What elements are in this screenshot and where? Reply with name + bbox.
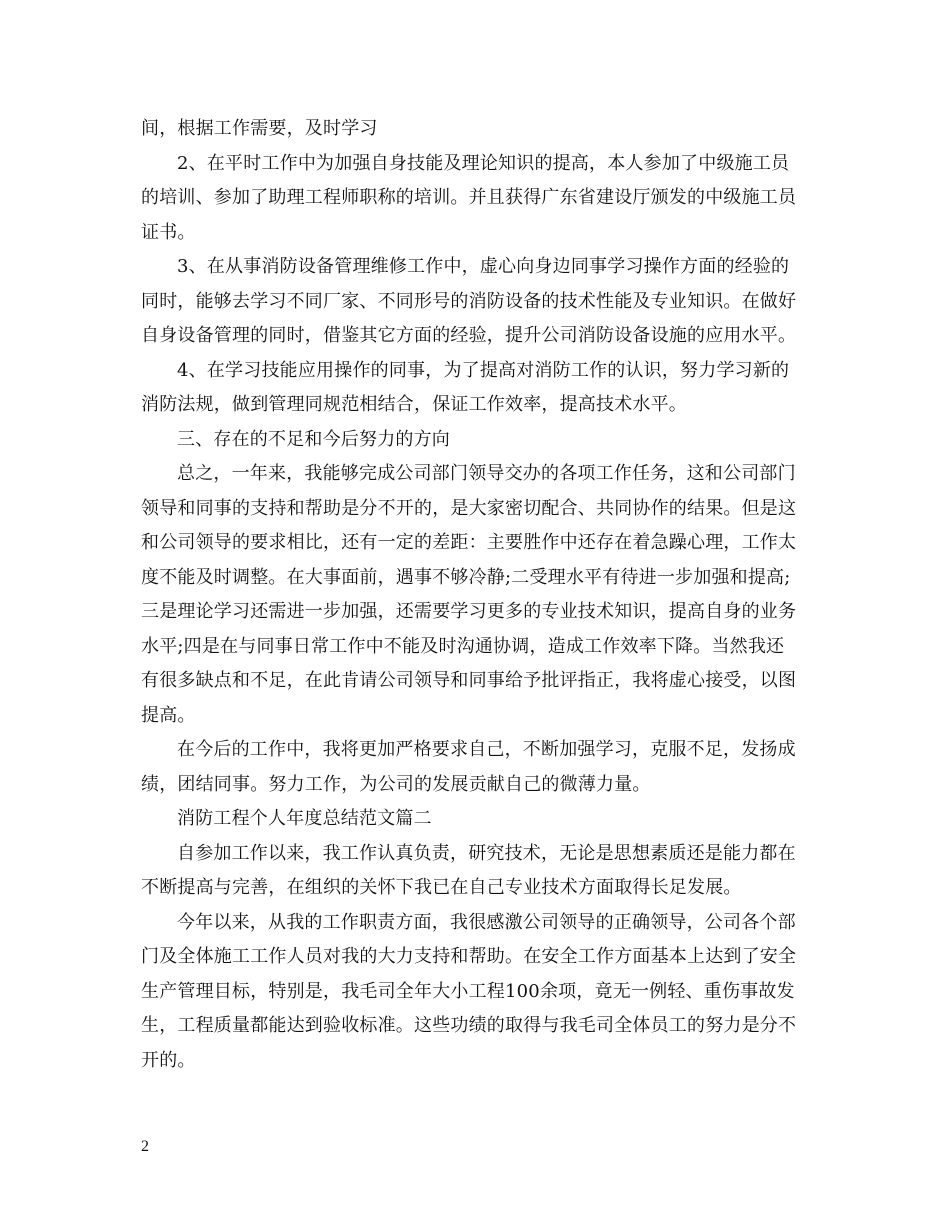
text-line: 在今后的工作中，我将更加严格要求自己，不断加强学习，克服不足，发扬成 (177, 739, 796, 760)
page-number: 2 (141, 1138, 149, 1155)
text-line: 消防法规，做到管理同规范相结合，保证工作效率，提高技术水平。 (141, 394, 687, 415)
text-line: 3、在从事消防设备管理维修工作中，虚心向身边同事学习操作方面的经验的 (177, 256, 790, 277)
section-heading: 三、存在的不足和今后努力的方向 (177, 428, 450, 450)
text-line: 不断提高与完善，在组织的关怀下我已在自己专业技术方面取得长足发展。 (141, 877, 742, 898)
text-line: 门及全体施工工作人员对我的大力支持和帮助。在安全工作方面基本上达到了安全 (141, 946, 797, 967)
text-line: 总之，一年来，我能够完成公司部门领导交办的各项工作任务，这和公司部门 (177, 463, 796, 484)
text-line: 绩，团结同事。努力工作，为公司的发展贡献自己的微薄力量。 (141, 773, 651, 795)
text-line: 自参加工作以来，我工作认真负责，研究技术，无论是思想素质还是能力都在 (177, 842, 796, 864)
text-line: 生产管理目标，特别是，我毛司全年大小工程100余项，竟无一例轻、重伤事故发 (141, 980, 795, 1002)
text-line: 的培训、参加了助理工程师职称的培训。并且获得广东省建设厅颁发的中级施工员 (141, 187, 797, 208)
text-line: 自身设备管理的同时，借鉴其它方面的经验，提升公司消防设备设施的应用水平。 (141, 325, 797, 346)
text-line: 三是理论学习还需进一步加强，还需要学习更多的专业技术知识，提高自身的业务 (141, 601, 797, 622)
text-line: 同时，能够去学习不同厂家、不同形号的消防设备的技术性能及专业知识。在做好 (141, 290, 797, 312)
text-line: 证书。 (141, 221, 196, 243)
article-title: 消防工程个人年度总结范文篇二 (177, 808, 432, 829)
text-line: 和公司领导的要求相比，还有一定的差距：主要胜作中还存在着急躁心理，工作太 (141, 532, 797, 553)
text-line: 间，根据工作需要，及时学习 (141, 118, 378, 139)
text-line: 水平;四是在与同事日常工作中不能及时沟通协调，造成工作效率下降。当然我还 (141, 635, 785, 657)
text-line: 开的。 (141, 1049, 196, 1071)
text-line: 今年以来，从我的工作职责方面，我很感激公司领导的正确领导，公司各个部 (177, 911, 796, 933)
text-line: 提高。 (141, 704, 196, 726)
text-line: 有很多缺点和不足，在此肯请公司领导和同事给予批评指正，我将虚心接受，以图 (141, 670, 797, 691)
text-line: 4、在学习技能应用操作的同事，为了提高对消防工作的认识，努力学习新的 (177, 359, 790, 381)
text-line: 领导和同事的支持和帮助是分不开的，是大家密切配合、共同协作的结果。但是这 (141, 497, 797, 519)
document-body (141, 112, 811, 1078)
text-line: 生，工程质量都能达到验收标准。这些功绩的取得与我毛司全体员工的努力是分不 (141, 1015, 797, 1036)
text-line: 度不能及时调整。在大事面前，遇事不够冷静;二受理水平有待进一步加强和提高; (141, 566, 791, 588)
text-line: 2、在平时工作中为加强自身技能及理论知识的提高，本人参加了中级施工员 (177, 152, 790, 174)
